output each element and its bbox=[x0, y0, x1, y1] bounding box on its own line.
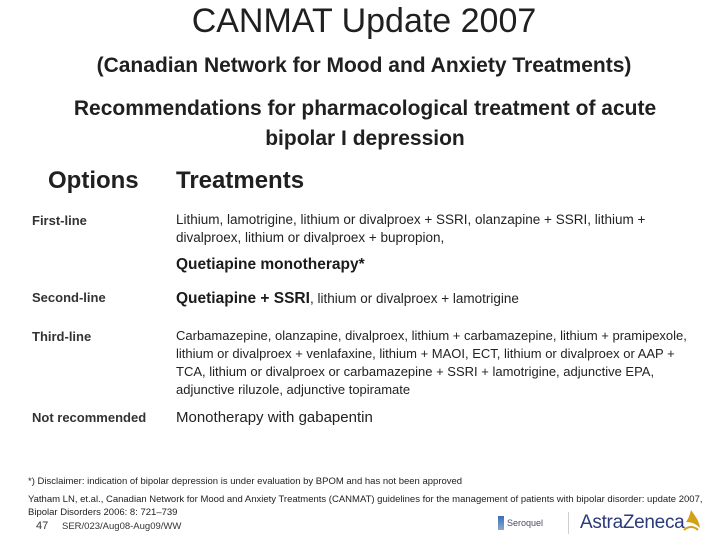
row-emphasis-second-line: Quetiapine + SSRI bbox=[176, 290, 310, 307]
column-header-treatments: Treatments bbox=[176, 167, 305, 194]
astrazeneca-symbol-icon bbox=[680, 508, 702, 534]
row-rest-second-line: , lithium or divalproex + lamotrigine bbox=[309, 291, 519, 306]
brand-name: AstraZeneca bbox=[580, 512, 685, 533]
column-header-options: Options bbox=[48, 167, 139, 194]
row-label-not-recommended: Not recommended bbox=[32, 410, 147, 425]
footnote-disclaimer: *) Disclaimer: indication of bipolar depression is under evaluation by BPOM and has not been approved bbox=[28, 476, 463, 487]
row-label-third-line: Third-line bbox=[32, 329, 92, 344]
slide-title: CANMAT Update 2007 bbox=[191, 2, 537, 40]
footnote-reference: Yatham LN, et.al., Canadian Network for Mood and Anxiety Treatments (CANMAT) guidelines for the management of patients with bipolar disorder: update 2007, Bipolar Disorders 2006: 8: 721–739 bbox=[28, 494, 703, 518]
row-emphasis-first-line: Quetiapine monotherapy* bbox=[176, 256, 365, 273]
seroquel-mark-icon bbox=[498, 516, 504, 530]
seroquel-logo bbox=[498, 514, 558, 532]
row-label-first-line: First-line bbox=[32, 213, 87, 228]
seroquel-logo-text: Seroquel bbox=[507, 517, 544, 528]
section-heading: Recommendations for pharmacological treatment of acute bipolar I depression bbox=[73, 97, 657, 150]
document-code: SER/023/Aug08-Aug09/WW bbox=[62, 521, 182, 532]
footer-divider bbox=[568, 512, 569, 534]
page-number: 47 bbox=[36, 520, 49, 532]
row-text-not-recommended: Monotherapy with gabapentin bbox=[176, 409, 373, 426]
row-label-second-line: Second-line bbox=[32, 290, 106, 305]
row-text-first-line: Lithium, lamotrigine, lithium or divalproex + SSRI, olanzapine + SSRI, lithium + divalproex, lithium or divalproex + bupropion, bbox=[176, 212, 646, 245]
row-text-third-line: Carbamazepine, olanzapine, divalproex, lithium + carbamazepine, lithium + pramipexole, lithium or divalproex + venlafaxine, lithium + MAOI, ECT, lithium or divalproex or AAP + TCA, lithium or divalproex or carbamazepine + SSRI + lamotrigine, adjunctive EPA, adjunctive riluzole, adjunctive topiramate bbox=[176, 328, 687, 397]
slide-subtitle: (Canadian Network for Mood and Anxiety Treatments) bbox=[96, 54, 632, 77]
astrazeneca-logo bbox=[580, 512, 700, 538]
row-text-second-line bbox=[176, 290, 696, 308]
